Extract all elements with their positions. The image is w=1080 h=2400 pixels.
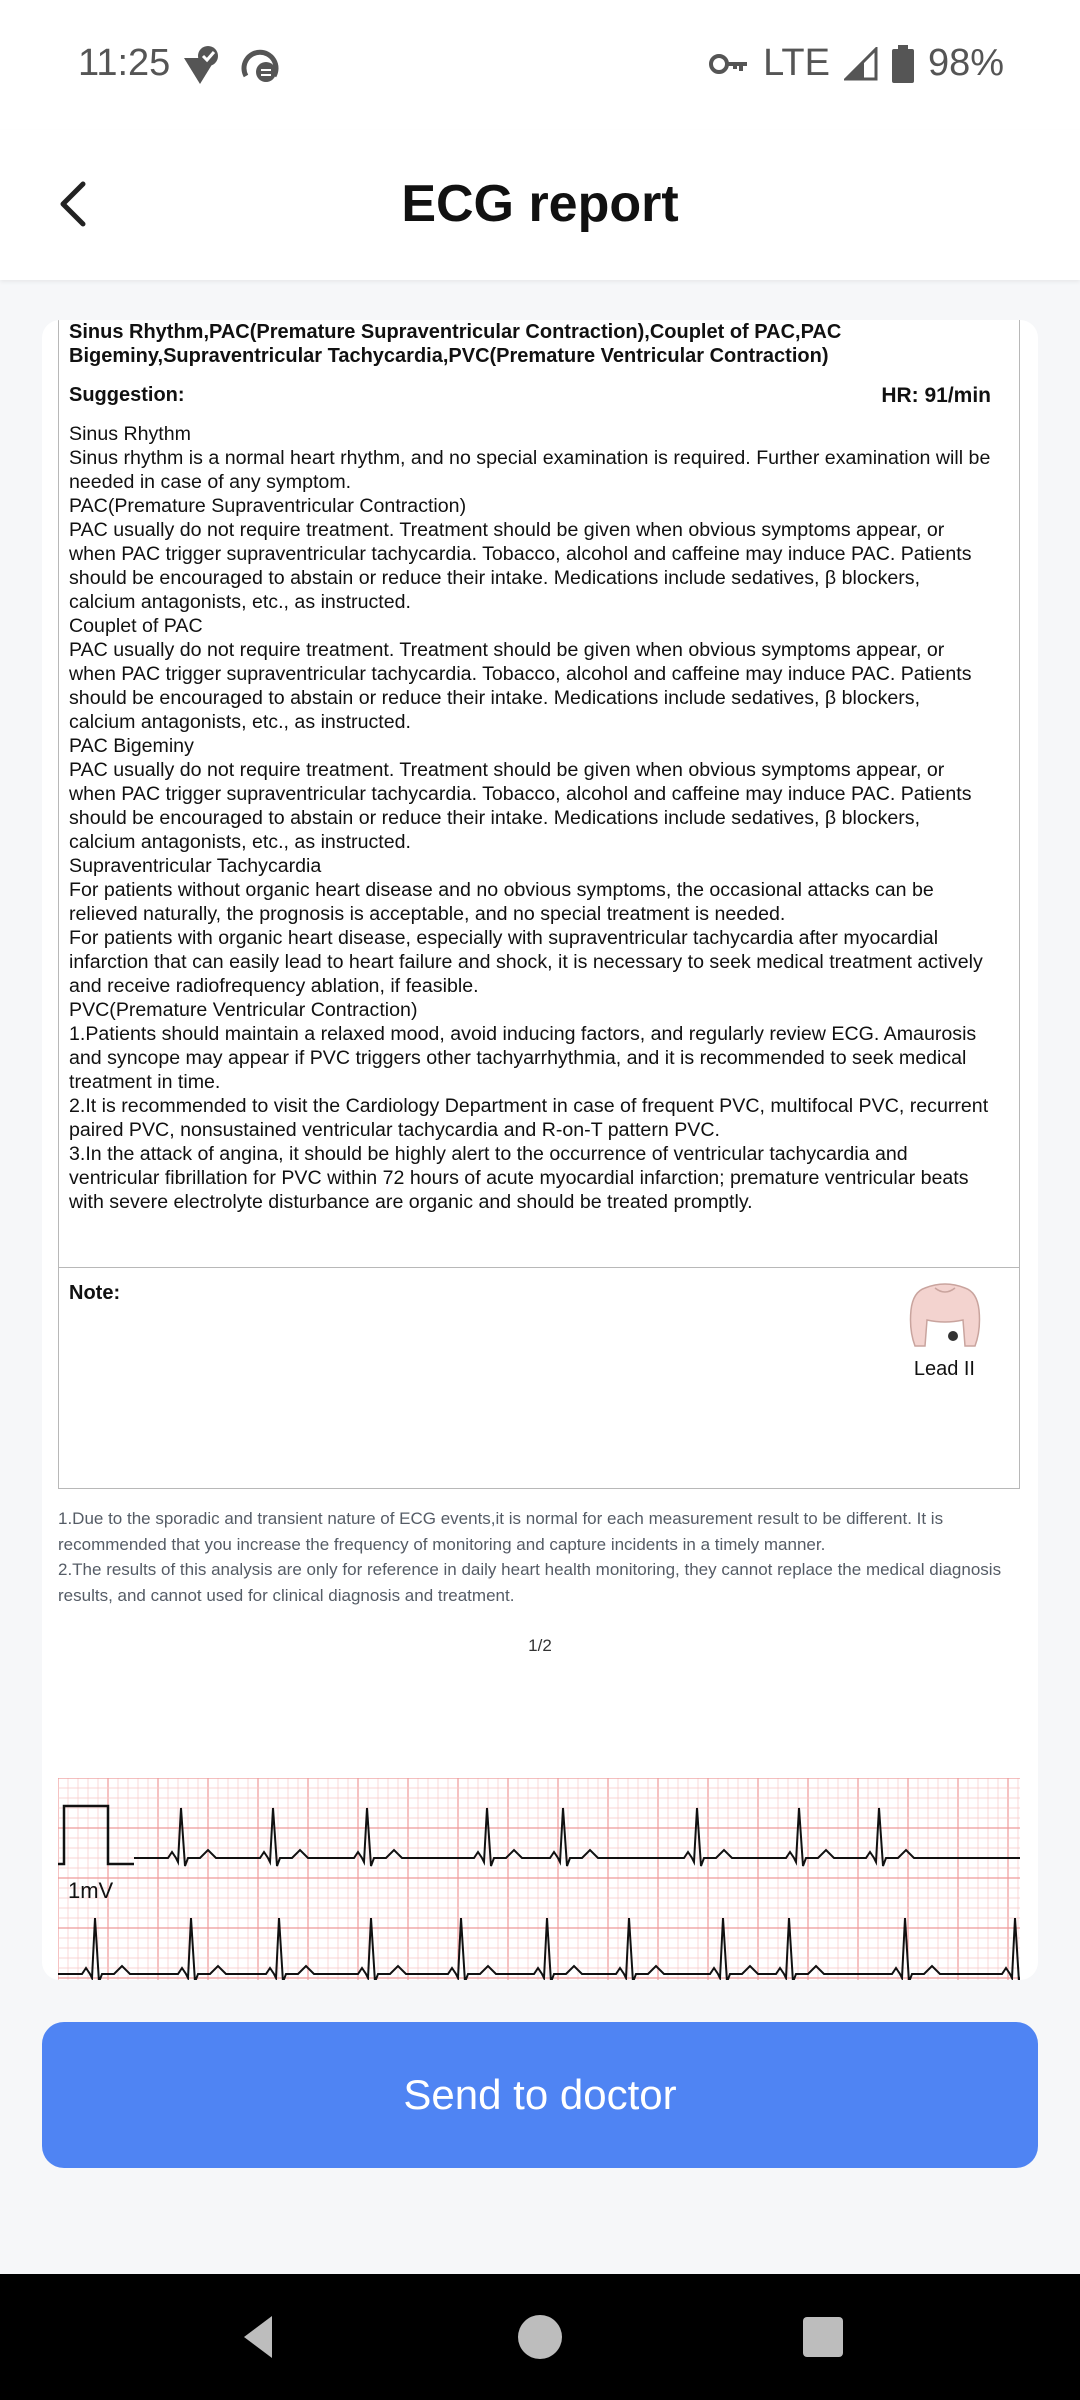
ecg-grid	[58, 1778, 1020, 1980]
back-triangle-icon[interactable]	[234, 2312, 284, 2362]
report-sheet[interactable]	[42, 320, 1038, 1980]
note-box	[58, 1267, 1020, 1489]
vpn-key-icon	[709, 52, 749, 76]
lead-label: Lead II	[913, 1358, 975, 1380]
network-label: LTE	[763, 42, 830, 84]
battery-icon	[892, 45, 914, 83]
status-bar	[0, 0, 1080, 130]
nav-bar	[0, 2274, 1080, 2400]
calibration-pulse	[58, 1806, 134, 1864]
send-to-doctor-button[interactable]: Send to doctor	[42, 2022, 1038, 2168]
ecg-trace-row-1	[134, 1808, 1020, 1866]
page-title: ECG report	[401, 175, 679, 233]
battery-percent: 98%	[927, 42, 1004, 84]
disclaimer-text	[58, 1506, 1020, 1608]
ecg-strip	[58, 1778, 1020, 1980]
home-circle-icon[interactable]	[515, 2312, 565, 2362]
page-indicator: 1/2	[528, 1636, 552, 1655]
heart-rate-value: HR: 91/min	[881, 384, 991, 407]
check-badge-icon	[180, 44, 224, 88]
status-time: 11:25	[78, 42, 171, 84]
sync-circle-icon	[240, 44, 280, 84]
ecg-trace-row-2	[58, 1918, 1020, 1980]
calibration-label: 1mV	[68, 1878, 114, 1903]
suggestion-text: Sinus Rhythm Sinus rhythm is a normal heart rhythm, and no special examination is required. Further examination will be needed in case of any symptom. PAC(Premature Supraventricular Contraction) PAC usually do not require treatment. Treatment should be given when obvious symptoms appear, or when PAC trigger supraventricular tachycardia. Tobacco, alcohol and caffeine may induce PAC. Patients should be encouraged to abstain or reduce their intake. Medications include sedatives, β blockers, calcium antagonists, etc., as instructed. Couplet of PAC PAC usually do not require treatment. Treatment should be given when obvious symptoms appear, or when PAC trigger supraventricular tachycardia. Tobacco, alcohol and caffeine may induce PAC. Patients should be encouraged to abstain or reduce their intake. Medications include sedatives, β blockers, calcium antagonists, etc., as instructed. PAC Bigeminy PAC usually do not require treatment. Treatment should be given when obvious symptoms appear, or when PAC trigger supraventricular tachycardia. Tobacco, alcohol and caffeine may induce PAC. Patients should be encouraged to abstain or reduce their intake. Medications include sedatives, β blockers, calcium antagonists, etc., as instructed. Supraventricular Tachycardia For patients without organic heart disease and no obvious symptoms, the occasional attacks can be relieved naturally, the prognosis is acceptable, and no special treatment is needed. For patients with organic heart disease, especially with supraventricular tachycardia after myocardial infarction that can easily lead to heart failure and shock, it is necessary to seek medical treatment actively and receive radiofrequency ablation, if feasible. PVC(Premature Ventricular Contraction) 1.Patients should maintain a relaxed mood, avoid inducing factors, and regularly review ECG. Amaurosis and syncope may appear if PVC triggers other tachyarrhythmia, and it is recommended to seek medical treatment in time. 2.It is recommended to visit the Cardiology Department in case of frequent PVC, multifocal PVC, recurrent paired PVC, nonsustained ventricular tachycardia and R-on-T pattern PVC. 3.In the attack of angina, it should be highly alert to the occurrence of ventricular tachycardia and ventricular fibrillation for PVC within 72 hours of acute myocardial infarction; premature ventricular beats with severe electrolyte disturbance are organic and should be treated promptly.	[69, 423, 991, 1213]
signal-icon	[844, 47, 878, 81]
report-summary-box	[58, 320, 1020, 1268]
recents-square-icon[interactable]	[798, 2312, 848, 2362]
disclaimer-body: 1.Due to the sporadic and transient nature of ECG events,it is normal for each measurement result to be different. It is recommended that you increase the frequency of monitoring and capture incidents in a timely manner. 2.The results of this analysis are only for reference in daily heart health monitoring, they cannot replace the medical diagnosis results, and cannot used for clinical diagnosis and treatment.	[58, 1509, 1002, 1605]
diagnosis-text: Sinus Rhythm,PAC(Premature Supraventricular Contraction),Couplet of PAC,PAC Bigeminy,Supraventricular Tachycardia,PVC(Premature Ventricular Contraction)	[69, 321, 842, 367]
app-header	[0, 130, 1080, 280]
torso-lead-icon	[905, 1280, 985, 1350]
note-label: Note:	[69, 1282, 121, 1304]
suggestion-label: Suggestion:	[69, 384, 185, 406]
